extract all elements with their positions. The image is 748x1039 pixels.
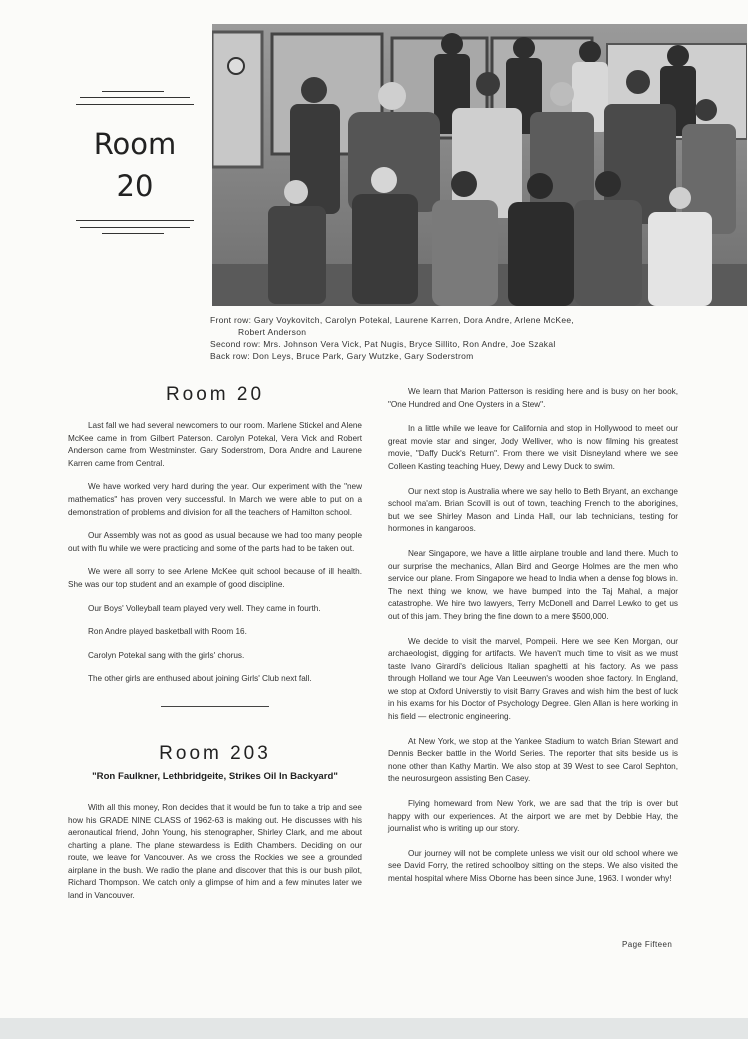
room-title-line1: Room — [93, 127, 177, 161]
scan-edge — [0, 1018, 748, 1039]
room-title-line2: 20 — [116, 169, 154, 203]
title-rule — [76, 220, 194, 221]
caption-front-row: Front row: Gary Voykovitch, Carolyn Potekal, Laurene Karren, Dora Andre, Arlene McKee, — [210, 315, 575, 325]
story-paragraph: Our journey will not be complete unless we visit our old school where we see David Forry, the retired schoolboy sitting on the steps. We also visited the mental hospital where Miss Oborne has been since June, 1963. I wonder why! — [388, 848, 678, 883]
room20-paragraph: We were all sorry to see Arlene McKee quit school because of ill health. She was our top student and an example of good discipline. — [68, 567, 362, 589]
title-rule — [76, 104, 194, 105]
room20-paragraph: Our Boys' Volleyball team played very well. They came in fourth. — [88, 603, 321, 613]
section-divider — [161, 706, 269, 707]
room20-paragraph: We have worked very hard during the year. Our experiment with the "new mathematics" has proven very successful. In March we were able to put on a demonstration of problems and division for all the teachers of Hamilton school. — [68, 482, 362, 517]
room20-paragraph: Ron Andre played basketball with Room 16. — [88, 627, 247, 637]
room20-paragraph: Last fall we had several newcomers to our room. Marlene Stickel and Alene McKee came in from Gilbert Paterson. Carolyn Potekal, Vera Vick and Robert Anderson came from Westminster. Gary Soderstrom, Dora Andre and Laurene Karren came from Central. — [68, 421, 362, 468]
story-paragraph: Near Singapore, we have a little airplane trouble and land there. Much to our surprise the mechanics, Allan Bird and George Holmes are the men who service our plane. From Singapore we head to India when a dense fog blows in. The next thing we know, we have bumped into the Taj Mahal, a major catastrophe. We hire two lawyers, Terry McDonell and Darrel Lewko to get us out of this jam. They bring the fine down to a mere $500,000. — [388, 548, 678, 621]
room20-paragraph: Carolyn Potekal sang with the girls' chorus. — [88, 650, 245, 660]
story-paragraph: We decide to visit the marvel, Pompeii. Here we see Ken Morgan, our archaeologist, digging for artifacts. We haven't much time to visit as we must taste Ivano Girardi's delicious Italian spaghetti at his factory. As we pass through Holland we tour Age Van Leeuwen's wooden shoe factory. In England, we stop at Oxford Universtiy to visit Barry Graves and wish him the best of luck in his exams for his Doctor of Psychology Degree. Glen Allan is here working in his field — electronic engineering. — [388, 636, 678, 722]
story-paragraph: Flying homeward from New York, we are sad that the trip is over but happy with our experiences. At the airport we are met by Debbie Hay, the journalist who is writing up our story. — [388, 799, 678, 834]
title-rule — [80, 97, 190, 98]
room203-heading: Room 203 — [159, 742, 271, 764]
class-photo-icon — [212, 24, 747, 306]
story-paragraph: We learn that Marion Patterson is residing here and is busy on her book, "One Hundred and One Oysters in a Stew". — [388, 387, 678, 409]
room-title-block — [76, 88, 194, 238]
room20-heading: Room 20 — [165, 384, 265, 405]
caption-back-row: Back row: Don Leys, Bruce Park, Gary Wutzke, Gary Soderstrom — [210, 351, 474, 361]
left-column — [68, 384, 362, 914]
story-paragraph: At New York, we stop at the Yankee Stadium to watch Brian Stewart and Dennis Becker battle in the World Series. The reporter that sits beside us is none other than Kathy Martin. We also stop at 39 West to see Carol Sephton, the neurosurgeon assisting Ben Casey. — [388, 736, 678, 784]
caption-front-row-cont: Robert Anderson — [238, 327, 307, 337]
title-rule — [102, 91, 164, 92]
room203-paragraph: With all this money, Ron decides that it would be fun to take a trip and see how his GRADE NINE CLASS of 1962-63 is making out. He discusses with his aeronautical friend, John Young, his stenographer, Shirley Clark, and me about charting a plane. The plane stewardess is Edith Chambers. Deciding on our route, we leave for Vancouver. As we cross the Rockies we see a grounded airplane in the bush. We radio the plane and discover that this is our bush pilot, Richard Thompson. We catch only a glimpse of him and a few minutes later we land in Vancouver. — [68, 802, 362, 901]
title-rule — [80, 227, 190, 228]
room203-subheading: "Ron Faulkner, Lethbridgeite, Strikes Oil In Backyard" — [92, 770, 338, 782]
story-paragraph: Our next stop is Australia where we say hello to Beth Bryant, an exchange school ma'am. Brian Scovill is out of town, teaching French to the aborigines, but we see Shirley Mason and Linda Hall, our lab technicians, testing for hormones in kangaroos. — [388, 486, 678, 534]
right-column — [388, 386, 678, 898]
class-photo — [212, 24, 747, 306]
caption-second-row: Second row: Mrs. Johnson Vera Vick, Pat Nugis, Bryce Sillito, Ron Andre, Joe Szakal — [210, 339, 556, 349]
title-rule — [102, 233, 164, 234]
photo-caption — [210, 314, 730, 362]
room20-paragraph: The other girls are enthused about joining Girls' Club next fall. — [88, 674, 312, 684]
page-number: Page Fifteen — [622, 940, 673, 949]
story-paragraph: In a little while we leave for California and stop in Hollywood to meet our great movie star and singer, Jody Welliver, who is now filming his greatest movie, "Daffy Duck's Return". From there we visit Disneyland where we see Colleen Kasting teaching Huey, Dewy and Lewy Duck to swim. — [388, 424, 678, 471]
room20-paragraph: Our Assembly was not as good as usual because we had too many people out with flu while we were practicing and some of the parts had to be taken out. — [68, 531, 362, 553]
